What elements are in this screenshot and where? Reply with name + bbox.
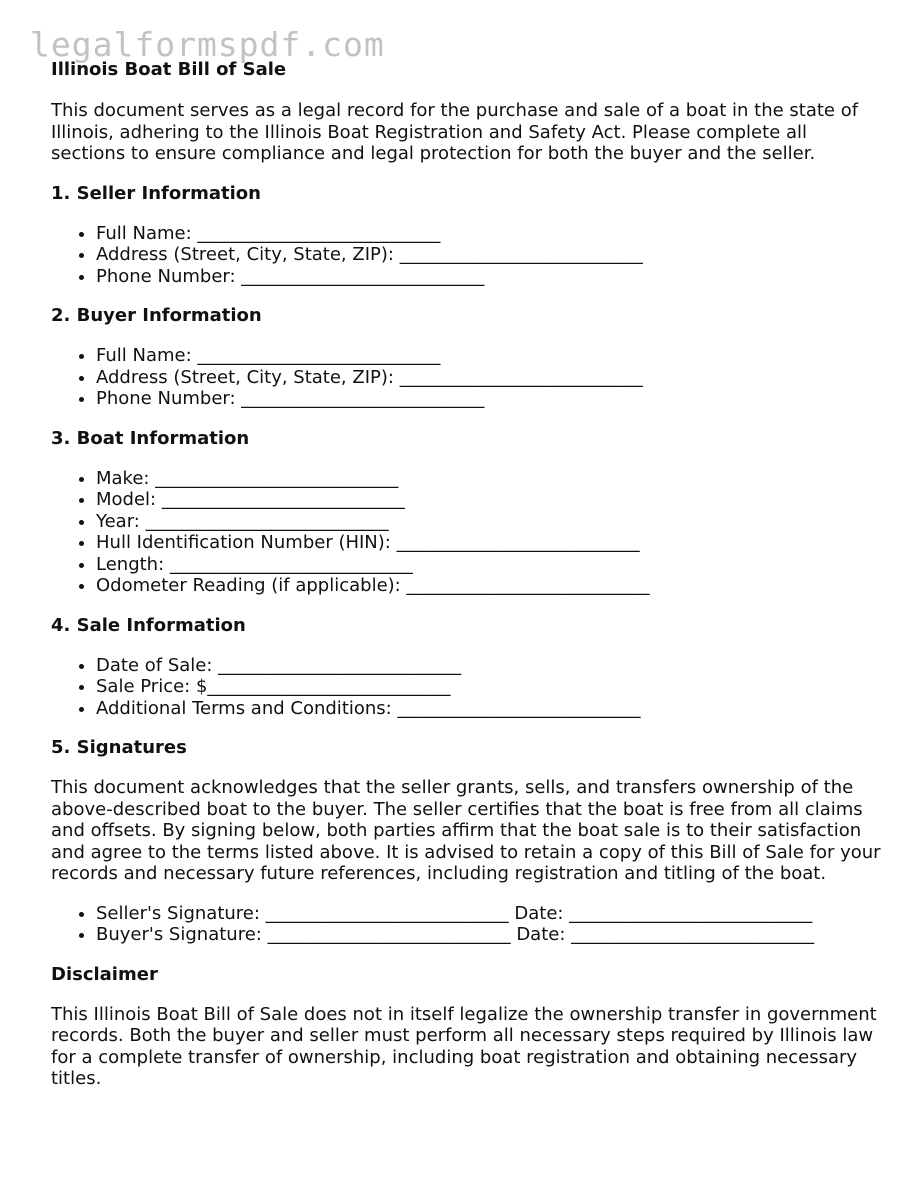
seller-heading: 1. Seller Information [51, 182, 261, 204]
blank-line: ___________________________ [267, 924, 511, 945]
blank-line: ___________________________ [145, 510, 389, 532]
boat-model-field[interactable]: • Model: ___________________________ [96, 489, 881, 511]
sale-date-field[interactable]: • Date of Sale: ___________________________ [96, 655, 881, 677]
sale-heading: 4. Sale Information [51, 614, 246, 636]
blank-line: ___________________________ [155, 467, 399, 489]
blank-line: ___________________________ [406, 575, 650, 596]
blank-line: ___________________________ [399, 366, 643, 388]
seller-address-field[interactable]: • Address (Street, City, State, ZIP): ___________________________ [96, 244, 881, 266]
signatures-heading: 5. Signatures [51, 737, 187, 758]
signatures-paragraph: This document acknowledges that the seller grants, sells, and transfers ownership of the above-described boat to the buyer. The seller certifies that the boat is free from all claims and offsets. By signing below, both parties affirm that the boat sale is to their satisfaction and agree to the terms listed above. It is advised to retain a copy of this Bill of Sale for your records and necessary future references, including registration and titling of the boat. [51, 777, 881, 884]
boat-year-field[interactable]: • Year: ___________________________ [96, 511, 881, 533]
seller-phone-field[interactable]: • Phone Number: ___________________________ [96, 266, 881, 288]
seller-fields [51, 223, 881, 288]
buyer-signature-field[interactable]: • Buyer's Signature: ___________________________ Date: ___________________________ [96, 924, 881, 946]
blank-line: ___________________________ [571, 924, 815, 945]
intro-paragraph: This document serves as a legal record for the purchase and sale of a boat in the state of Illinois, adhering to the Illinois Boat Registration and Safety Act. Please complete all sections to ensure compliance and legal protection for both the buyer and the seller. [51, 100, 859, 164]
blank-line: ___________________________ [569, 902, 813, 924]
signature-fields [51, 903, 881, 946]
buyer-heading: 2. Buyer Information [51, 305, 262, 326]
sale-fields [51, 655, 881, 720]
blank-line: ___________________________ [161, 489, 405, 510]
boat-hin-field[interactable]: • Hull Identification Number (HIN): ___________________________ [96, 532, 881, 554]
sale-price-field[interactable]: • Sale Price: $___________________________ [96, 676, 881, 698]
buyer-address-field[interactable]: • Address (Street, City, State, ZIP): ___________________________ [96, 367, 881, 389]
disclaimer-paragraph: This Illinois Boat Bill of Sale does not in itself legalize the ownership transfer in government records. Both the buyer and seller must perform all necessary steps required by Illinois law for a complete transfer of ownership, including boat registration and obtaining necessary titles. [51, 1003, 877, 1089]
sale-terms-field[interactable]: • Additional Terms and Conditions: ___________________________ [96, 698, 881, 720]
blank-line: ___________________________ [265, 902, 509, 924]
seller-signature-field[interactable]: • Seller's Signature: ___________________________ Date: ___________________________ [96, 903, 881, 925]
blank-line: ___________________________ [397, 697, 641, 719]
seller-date-label: Date: [514, 902, 564, 924]
blank-line: ___________________________ [241, 388, 485, 409]
watermark: legalformspdf.com [30, 25, 385, 64]
boat-heading: 3. Boat Information [51, 427, 250, 449]
document-title: Illinois Boat Bill of Sale [51, 59, 287, 80]
blank-line: ___________________________ [169, 553, 413, 575]
boat-length-field[interactable]: • Length: ___________________________ [96, 554, 881, 576]
blank-line: ___________________________ [218, 654, 462, 676]
boat-make-field[interactable]: • Make: ___________________________ [96, 468, 881, 490]
disclaimer-heading: Disclaimer [51, 963, 158, 985]
document-page [51, 59, 881, 1108]
buyer-fields [51, 345, 881, 410]
buyer-full-name-field[interactable]: • Full Name: ___________________________ [96, 345, 881, 367]
seller-full-name-field[interactable]: • Full Name: ___________________________ [96, 223, 881, 245]
boat-fields [51, 468, 881, 597]
blank-line: ___________________________ [396, 532, 640, 553]
blank-line: ___________________________ [197, 222, 441, 244]
blank-line: ___________________________ [241, 265, 485, 287]
buyer-date-label: Date: [516, 924, 566, 945]
buyer-phone-field[interactable]: • Phone Number: ___________________________ [96, 388, 881, 410]
boat-odometer-field[interactable]: • Odometer Reading (if applicable): ___________________________ [96, 575, 881, 597]
blank-line: ___________________________ [197, 345, 441, 366]
blank-line: ___________________________ [207, 676, 451, 697]
blank-line: ___________________________ [399, 244, 643, 265]
